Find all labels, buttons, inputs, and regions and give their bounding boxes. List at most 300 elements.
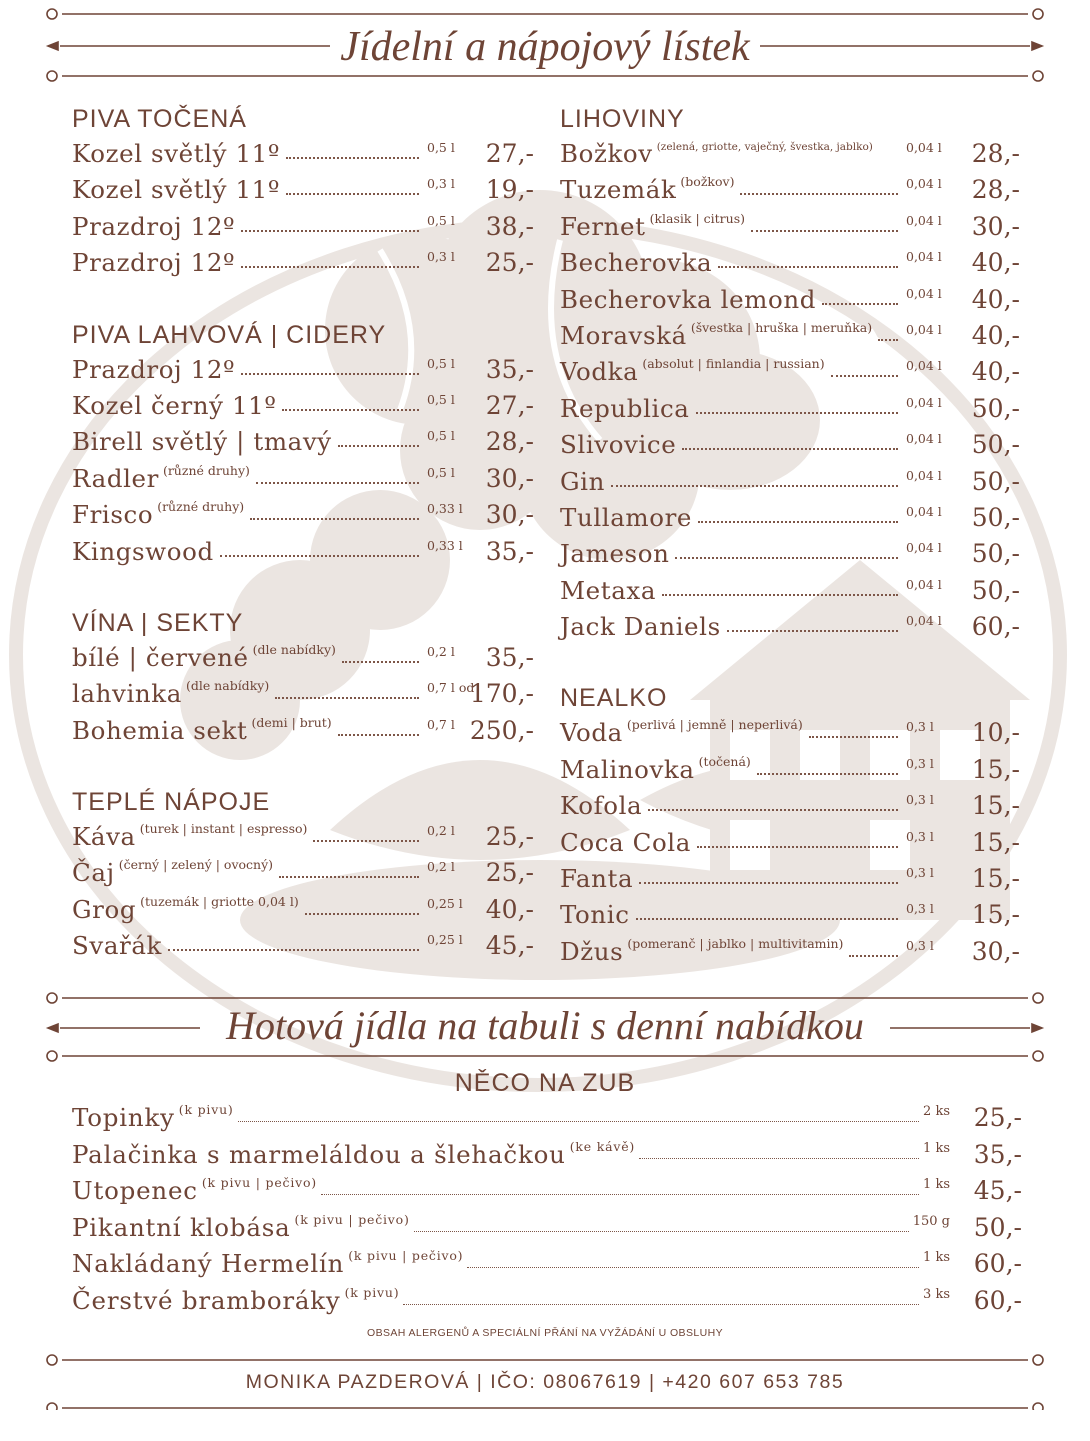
item-name-text: Svařák [72, 931, 162, 961]
item-note: (zelená, griotte, vaječný, švestka, jablko) [656, 141, 873, 153]
menu-item [560, 536, 1020, 572]
item-name [560, 573, 656, 609]
item-price: 28,- [971, 139, 1020, 168]
dot-leader [878, 323, 898, 341]
item-volume: 0,25 l [427, 895, 463, 911]
drinks-right-column [560, 102, 1020, 970]
item-note: (švestka | hruška | meruňka) [690, 319, 873, 335]
dot-leader [286, 177, 419, 195]
item-price: 15,- [971, 827, 1020, 857]
item-name-text: lahvinka [72, 679, 182, 709]
item-name [72, 245, 235, 281]
menu-item [560, 282, 1020, 318]
item-note: (pomeranč | jablko | multivitamin) [627, 935, 844, 951]
menu-item [72, 461, 534, 497]
item-name [72, 928, 162, 964]
section-heading: LIHOVINY [560, 105, 685, 133]
item-name [560, 354, 825, 394]
item-volume: 0,2 l [427, 823, 455, 839]
item-volume: 0,3 l [906, 755, 934, 771]
item-name [560, 318, 872, 358]
item-name-text: Džus [560, 936, 624, 966]
item-name-text: Fanta [560, 864, 634, 894]
snack-price: 50,- [973, 1212, 1022, 1242]
item-name [560, 897, 630, 933]
item-name [72, 855, 273, 895]
menu-item [72, 245, 534, 281]
menu-item [72, 676, 534, 712]
item-name [72, 819, 307, 859]
item-price: 10,- [971, 718, 1020, 748]
item-name-text: Birell světlý | tmavý [72, 427, 332, 457]
item-name-text: Becherovka lemond [560, 284, 817, 314]
item-name-text: Moravská [560, 320, 687, 350]
item-name-text: Voda [560, 718, 623, 748]
item-price: 40,- [971, 248, 1020, 278]
dot-leader [822, 287, 898, 305]
item-volume: 0,04 l [906, 321, 942, 337]
menu-item [560, 354, 1020, 390]
snack-quantity: 150 g [912, 1213, 950, 1229]
dot-leader [831, 359, 898, 377]
item-price: 30,- [485, 463, 534, 493]
dot-leader [282, 393, 419, 411]
footer-contact: MONIKA PAZDEROVÁ | IČO: 08067619 | +420 607 653 785 [245, 1371, 845, 1393]
section-gap [560, 645, 1020, 681]
snack-quantity: 2 ks [923, 1104, 950, 1119]
item-name-text: Kozel světlý 11º [72, 175, 280, 205]
item-name-text: Tuzemák [560, 175, 677, 205]
item-price: 50,- [971, 430, 1020, 460]
dot-leader [238, 1103, 919, 1122]
snack-name [72, 1137, 635, 1177]
snack-price: 45,- [973, 1176, 1022, 1205]
item-price: 25,- [485, 858, 534, 888]
menu-item [560, 897, 1020, 933]
snack-name [72, 1210, 410, 1250]
menu-item [72, 497, 534, 533]
item-volume: 0,04 l [906, 613, 942, 629]
item-name [560, 209, 745, 249]
item-volume: 0,33 l [427, 537, 463, 553]
item-volume: 0,04 l [906, 358, 942, 374]
menu-item [560, 715, 1020, 751]
dot-leader [241, 250, 419, 268]
item-name [560, 934, 843, 974]
item-volume: 0,04 l [906, 394, 942, 410]
snack-item [72, 1210, 1022, 1247]
menu-item [560, 209, 1020, 245]
menu-item [560, 788, 1020, 824]
dot-leader [275, 681, 419, 699]
item-price: 35,- [485, 354, 534, 384]
dot-leader [403, 1286, 919, 1305]
item-volume: 0,25 l [427, 932, 463, 948]
section-heading: TEPLÉ NÁPOJE [72, 788, 271, 817]
item-note: (tuzemák | griotte 0,04 l) [140, 893, 299, 909]
item-name [72, 352, 235, 388]
item-name [560, 464, 605, 500]
snack-price: 60,- [973, 1249, 1022, 1278]
dot-leader [849, 939, 898, 957]
page-title: Jídelní a nápojový lístek [340, 24, 750, 70]
item-name-text: Kingswood [72, 536, 214, 566]
meals-header [40, 988, 1050, 1068]
item-price: 50,- [971, 466, 1020, 496]
snack-note: (k pivu | pečivo) [294, 1211, 410, 1227]
snack-name-text: Nakládaný Hermelín [72, 1249, 345, 1278]
item-volume: 0,04 l [906, 540, 942, 556]
dot-leader [639, 866, 898, 884]
item-name [72, 713, 332, 753]
item-name-text: Jameson [560, 539, 670, 569]
snack-quantity: 1 ks [923, 1177, 950, 1192]
menu-item [72, 209, 534, 245]
menu-item [560, 318, 1020, 354]
item-price: 38,- [485, 211, 534, 241]
snacks-heading: NĚCO NA ZUB [454, 1069, 636, 1097]
snack-item [72, 1100, 1022, 1137]
snack-price: 25,- [973, 1103, 1022, 1132]
dot-leader [648, 793, 898, 811]
menu-item [560, 245, 1020, 281]
item-volume: 0,3 l [906, 901, 934, 917]
item-volume: 0,5 l [427, 140, 455, 155]
item-name-text: Káva [72, 822, 136, 852]
snack-name-text: Pikantní klobása [72, 1212, 291, 1242]
menu-item [560, 934, 1020, 970]
item-note: (různé druhy) [162, 462, 250, 478]
menu-item [72, 928, 534, 964]
item-name-text: Metaxa [560, 575, 657, 605]
item-volume: 0,04 l [906, 431, 942, 447]
dot-leader [256, 466, 419, 484]
item-price: 15,- [971, 864, 1020, 894]
snack-note: (k pivu) [344, 1284, 400, 1300]
allergen-note: OBSAH ALERGENŮ A SPECIÁLNÍ PŘÁNÍ NA VYŽÁDÁNÍ U OBSLUHY [367, 1327, 723, 1339]
item-volume: 0,3 l [906, 937, 934, 953]
item-volume: 0,5 l [427, 391, 455, 407]
item-price: 30,- [485, 500, 534, 530]
item-note: (točená) [698, 753, 751, 769]
menu-item [72, 424, 534, 460]
dot-leader [241, 357, 419, 375]
dot-leader [279, 860, 419, 878]
item-price: 15,- [971, 791, 1020, 821]
menu-item [72, 713, 534, 749]
item-name-text: Tonic [560, 900, 630, 930]
snack-name [72, 1173, 317, 1213]
dot-leader [250, 502, 419, 520]
item-price: 27,- [485, 390, 534, 420]
snack-item [72, 1283, 1022, 1320]
item-note: (perlivá | jemně | neperlivá) [626, 717, 803, 733]
section-heading: PIVA TOČENÁ [72, 105, 247, 133]
snack-name-text: Utopenec [72, 1176, 198, 1205]
item-name [72, 892, 299, 932]
item-name [72, 172, 280, 208]
menu-item [560, 752, 1020, 788]
item-note: (různé druhy) [157, 499, 245, 515]
snack-note: (k pivu) [178, 1102, 234, 1117]
item-name-text: Jack Daniels [560, 612, 721, 642]
menu-item [72, 534, 534, 570]
item-name [560, 536, 669, 572]
menu-item [560, 464, 1020, 500]
item-name-text: Malinovka [560, 754, 695, 784]
dot-leader [168, 933, 419, 951]
item-price: 45,- [485, 931, 534, 961]
dot-leader [757, 757, 898, 775]
item-price: 19,- [485, 175, 534, 205]
item-volume: 0,3 l [427, 176, 455, 192]
menu-item [72, 352, 534, 388]
snack-name-text: Palačinka s marmeláldou a šlehačkou [72, 1139, 566, 1169]
dot-leader [220, 539, 419, 557]
snack-quantity: 1 ks [923, 1140, 950, 1156]
snack-item [72, 1137, 1022, 1174]
item-price: 25,- [485, 248, 534, 278]
item-price: 50,- [971, 575, 1020, 605]
item-price: 30,- [971, 936, 1020, 966]
item-volume: 0,3 l [906, 792, 934, 808]
item-price: 27,- [485, 139, 534, 168]
item-price: 50,- [971, 502, 1020, 532]
item-name-text: Bohemia sekt [72, 715, 248, 745]
item-name-text: Frisco [72, 500, 154, 530]
menu-item [72, 136, 534, 172]
drinks-left-column [72, 102, 534, 965]
snack-item [72, 1246, 1022, 1283]
item-name-text: Fernet [560, 211, 646, 241]
item-name-text: Slivovice [560, 430, 677, 460]
item-name-text: Kozel světlý 11º [72, 139, 280, 168]
item-volume: 0,04 l [906, 212, 942, 228]
dot-leader [698, 505, 898, 523]
section-heading: NEALKO [560, 684, 668, 713]
dot-leader [313, 824, 419, 842]
dot-leader [718, 250, 898, 268]
item-name [560, 788, 642, 824]
item-volume: 0,3 l [906, 865, 934, 881]
dot-leader [305, 897, 419, 915]
dot-leader [321, 1176, 919, 1195]
item-price: 35,- [485, 642, 534, 672]
dot-leader [636, 902, 898, 920]
dot-leader [727, 614, 898, 632]
dot-leader [338, 429, 419, 447]
snack-name [72, 1246, 463, 1286]
item-price: 50,- [971, 393, 1020, 423]
dot-leader [675, 541, 898, 559]
menu-item [72, 388, 534, 424]
menu-item [560, 573, 1020, 609]
item-volume: 0,3 l [906, 719, 934, 735]
item-name [560, 391, 690, 427]
dot-leader [467, 1249, 919, 1268]
item-volume: 0,5 l [427, 355, 455, 371]
item-price: 15,- [971, 900, 1020, 930]
dot-leader [611, 469, 898, 487]
item-name [72, 424, 332, 460]
item-price: 60,- [971, 612, 1020, 642]
snack-name-text: Čerstvé bramboráky [72, 1285, 341, 1315]
item-price: 50,- [971, 539, 1020, 569]
dot-leader [740, 177, 898, 195]
item-volume: 0,04 l [906, 503, 942, 519]
item-note: (černý | zelený | ovocný) [118, 857, 274, 873]
item-name-text: Vodka [560, 357, 639, 387]
item-name-text: Kofola [560, 791, 643, 821]
item-name [560, 861, 633, 897]
item-volume: 0,04 l [906, 176, 942, 192]
item-volume: 0,04 l [906, 249, 942, 265]
item-name [560, 136, 873, 177]
item-price: 35,- [485, 536, 534, 566]
item-name [560, 752, 751, 792]
item-price: 40,- [971, 357, 1020, 387]
item-volume: 0,3 l [427, 249, 455, 265]
item-price: 40,- [485, 894, 534, 924]
item-name-text: Kozel černý 11º [72, 390, 277, 420]
item-name-text: Coca Cola [560, 827, 691, 857]
item-note: (dle nabídky) [185, 678, 270, 694]
item-name [560, 500, 692, 536]
snack-price: 60,- [973, 1285, 1022, 1315]
item-price: 28,- [971, 175, 1020, 205]
dot-leader [286, 141, 419, 159]
item-name [560, 245, 712, 281]
item-name-text: Prazdroj 12º [72, 211, 236, 241]
item-note: (absolut | finlandia | russian) [642, 356, 825, 372]
item-name [560, 427, 676, 463]
item-volume: 0,7 l [427, 716, 455, 732]
item-name [560, 609, 721, 645]
item-name-text: Gin [560, 466, 605, 496]
item-note: (demi | brut) [251, 714, 332, 730]
snack-name [72, 1100, 234, 1140]
item-name [560, 715, 803, 755]
item-volume: 0,2 l [427, 643, 455, 659]
item-name-text: Grog [72, 894, 137, 924]
item-name [72, 497, 244, 537]
menu-item [560, 825, 1020, 861]
snack-price: 35,- [973, 1139, 1022, 1169]
item-volume: 0,04 l [906, 140, 942, 155]
item-name [72, 640, 336, 680]
snack-name-text: Topinky [72, 1103, 175, 1132]
dot-leader [697, 830, 898, 848]
dot-leader [338, 718, 419, 736]
item-name-text: bílé | červené [72, 642, 249, 672]
item-name [72, 136, 280, 172]
menu-item [72, 855, 534, 891]
item-name-text: Prazdroj 12º [72, 354, 236, 384]
item-volume: 0,2 l [427, 859, 455, 875]
item-volume: 0,04 l [906, 576, 942, 592]
menu-item [72, 819, 534, 855]
menu-item [560, 427, 1020, 463]
item-name [72, 209, 235, 245]
item-price: 28,- [485, 427, 534, 457]
item-price: 15,- [971, 754, 1020, 784]
section-heading: VÍNA | SEKTY [72, 608, 244, 637]
menu-item [560, 861, 1020, 897]
dot-leader [696, 396, 898, 414]
item-volume: 0,33 l [427, 501, 463, 517]
menu-header [40, 4, 1050, 84]
item-price: 40,- [971, 320, 1020, 350]
snack-item [72, 1173, 1022, 1210]
item-name [560, 172, 734, 212]
item-name [72, 461, 250, 501]
item-name-text: Prazdroj 12º [72, 248, 236, 278]
dot-leader [662, 578, 898, 596]
snack-quantity: 3 ks [923, 1286, 950, 1302]
item-volume: 0,5 l [427, 212, 455, 228]
item-name [72, 534, 214, 570]
dot-leader [342, 645, 419, 663]
menu-item [560, 136, 1020, 172]
section-heading: PIVA LAHVOVÁ | CIDERY [72, 320, 387, 349]
dot-leader [809, 720, 898, 738]
snack-note: (k pivu | pečivo) [201, 1175, 317, 1190]
menu-item [560, 391, 1020, 427]
menu-item [560, 609, 1020, 645]
item-name [72, 676, 269, 716]
dot-leader [241, 214, 419, 232]
snacks-list [72, 1100, 1022, 1319]
menu-item [560, 500, 1020, 536]
snack-note: (k pivu | pečivo) [348, 1248, 464, 1263]
item-name-text: Božkov [560, 139, 653, 168]
dot-leader [682, 432, 898, 450]
section-gap [72, 570, 534, 606]
item-volume: 0,3 l [906, 828, 934, 844]
item-price: 40,- [971, 284, 1020, 314]
item-name-text: Tullamore [560, 502, 692, 532]
item-name [72, 388, 276, 424]
dot-leader [639, 1140, 919, 1159]
item-price: 250,- [469, 715, 534, 745]
item-price: 30,- [971, 211, 1020, 241]
item-name-text: Radler [72, 463, 159, 493]
snack-note: (ke kávě) [569, 1138, 636, 1154]
section-gap [72, 282, 534, 318]
item-volume: 0,5 l [427, 464, 455, 480]
item-note: (klasik | citrus) [649, 210, 745, 226]
dot-leader [414, 1213, 909, 1232]
menu-item [72, 172, 534, 208]
item-volume: 0,5 l [427, 428, 455, 444]
menu-item [72, 892, 534, 928]
snack-quantity: 1 ks [923, 1250, 950, 1265]
section-gap [72, 749, 534, 785]
menu-item [560, 172, 1020, 208]
item-note: (turek | instant | espresso) [139, 821, 308, 837]
item-name-text: Republica [560, 393, 690, 423]
snack-name [72, 1283, 399, 1323]
item-note: (dle nabídky) [252, 641, 336, 657]
dot-leader [751, 214, 898, 232]
item-volume: 0,04 l [906, 467, 942, 483]
item-volume: 0,7 l od [427, 680, 475, 696]
item-price: 25,- [485, 822, 534, 852]
item-name-text: Čaj [72, 858, 115, 888]
item-name-text: Becherovka [560, 248, 713, 278]
item-note: (božkov) [680, 174, 735, 190]
item-volume: 0,04 l [906, 285, 942, 301]
